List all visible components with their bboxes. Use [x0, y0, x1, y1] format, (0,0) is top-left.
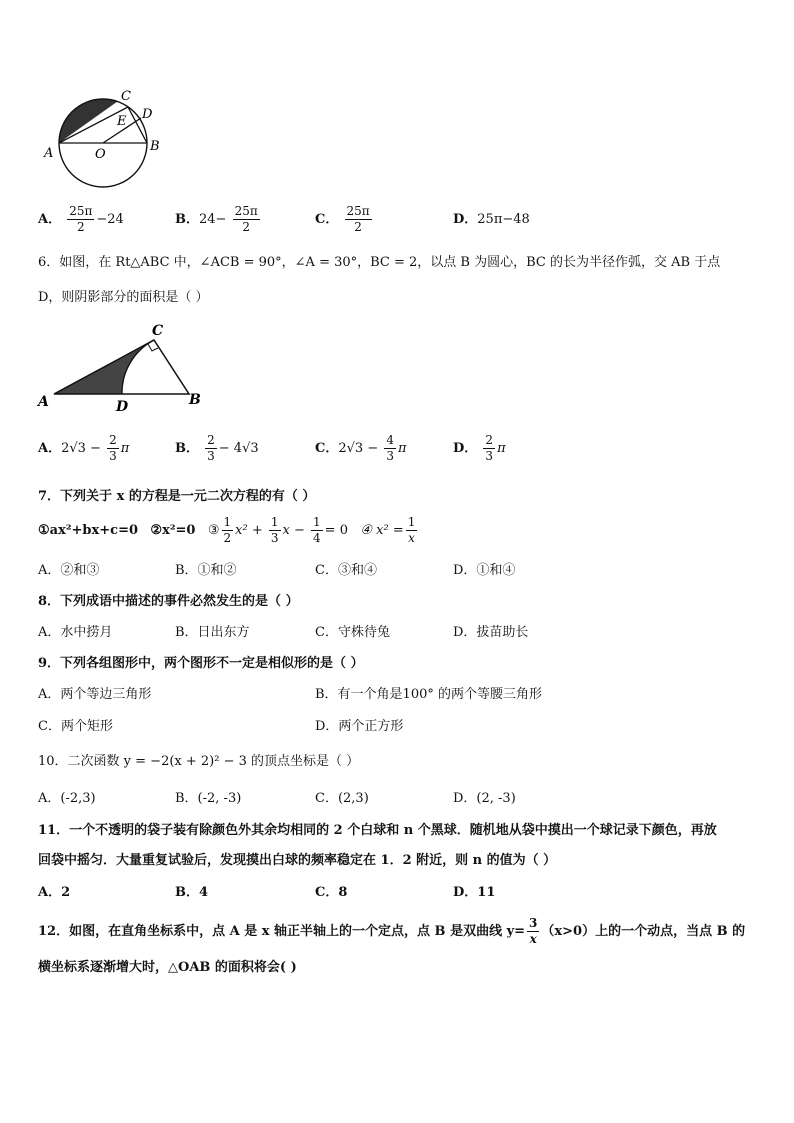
q7-equations: ①ax²+bx+c=0 ②x²=0 ③ $\frac{1}{2}$ x² + $\frac{1}{3}$ x − $\frac{1}{4}$ = 0 ④ x² = $\frac{1}{x}$: [38, 515, 416, 545]
q9-stem: 9．下列各组图形中，两个图形不一定是相似形的是（ ）: [38, 656, 364, 671]
label-o: O: [95, 147, 106, 162]
q7-option-d: D．①和④: [453, 563, 516, 578]
q7-option-b: B．①和②: [175, 563, 237, 578]
q9-option-c: C．两个矩形: [38, 719, 113, 734]
q11-stem-line2: 回袋中摇匀．大量重复试验后，发现摸出白球的频率稳定在 1．2 附近，则 n 的值为（ ）: [38, 853, 557, 868]
triangle-figure: [36, 322, 206, 414]
q7-option-c: C．③和④: [315, 563, 377, 578]
q6-stem-line1: 6．如图，在 Rt△ABC 中，∠ACB = 90°，∠A = 30°，BC = 2，以点 B 为圆心，BC 的长为半径作弧，交 AB 于点: [38, 255, 721, 270]
q9-option-a: A．两个等边三角形: [38, 687, 152, 702]
q8-option-c: C．守株待兔: [315, 625, 390, 640]
q10-option-c: C．(2,3): [315, 791, 369, 806]
q11-option-b: B．4: [175, 885, 209, 900]
label-d: D: [116, 399, 129, 414]
q5-option-c: C． $\frac{25\pi}{2}$: [315, 204, 370, 234]
q9-option-d: D．两个正方形: [315, 719, 404, 734]
q7-option-a: A．②和③: [38, 563, 100, 578]
q5-option-d: D．25π−48: [453, 212, 530, 227]
q11-option-a: A．2: [38, 885, 71, 900]
q6-option-a: A．2√3 − $\frac{2}{3}$ π: [38, 433, 130, 463]
circle-figure: [40, 82, 170, 212]
q11-stem-line1: 11．一个不透明的袋子装有除颜色外其余均相同的 2 个白球和 n 个黑球．随机地从袋中摸出一个球记录下颜色，再放: [38, 823, 717, 838]
q10-option-d: D．(2, -3): [453, 791, 516, 806]
q9-option-b: B．有一个角是100° 的两个等腰三角形: [315, 687, 542, 702]
q12-stem-line1: 12．如图，在直角坐标系中，点 A 是 x 轴正半轴上的一个定点，点 B 是双曲线 y= $\frac{3}{x}$ （x>0）上的一个动点，当点 B 的: [38, 916, 746, 946]
q8-option-d: D．拔苗助长: [453, 625, 529, 640]
label-b: B: [189, 392, 201, 408]
q8-option-a: A．水中捞月: [38, 625, 113, 640]
label-c: C: [152, 323, 164, 339]
q6-option-d: D． $\frac{2}{3}$ π: [453, 433, 506, 463]
q6-stem-line2: D，则阴影部分的面积是（ ）: [38, 290, 209, 305]
q8-stem: 8．下列成语中描述的事件必然发生的是（ ）: [38, 594, 299, 609]
q8-option-b: B．日出东方: [175, 625, 250, 640]
q11-option-c: C．8: [315, 885, 348, 900]
q5-option-a: A． $\frac{25\pi}{2}$ −24: [38, 204, 124, 234]
label-c: C: [121, 89, 131, 104]
label-e: E: [117, 114, 127, 129]
q12-stem-line2: 横坐标系逐渐增大时，△OAB 的面积将会( ): [38, 960, 297, 975]
q11-option-d: D．11: [453, 885, 496, 900]
label-a: A: [44, 146, 54, 161]
label-b: B: [150, 139, 160, 154]
q7-stem: 7．下列关于 x 的方程是一元二次方程的有（ ）: [38, 489, 316, 504]
q6-option-c: C．2√3 − $\frac{4}{3}$ π: [315, 433, 407, 463]
label-a: A: [38, 394, 49, 410]
q5-option-b: B．24− $\frac{25\pi}{2}$: [175, 204, 258, 234]
q10-option-b: B．(-2, -3): [175, 791, 242, 806]
label-d: D: [142, 107, 153, 122]
q10-option-a: A．(-2,3): [38, 791, 96, 806]
q6-option-b: B． $\frac{2}{3}$ − 4√3: [175, 433, 259, 463]
q10-stem: 10．二次函数 y = −2(x + 2)² − 3 的顶点坐标是（ ）: [38, 754, 360, 769]
